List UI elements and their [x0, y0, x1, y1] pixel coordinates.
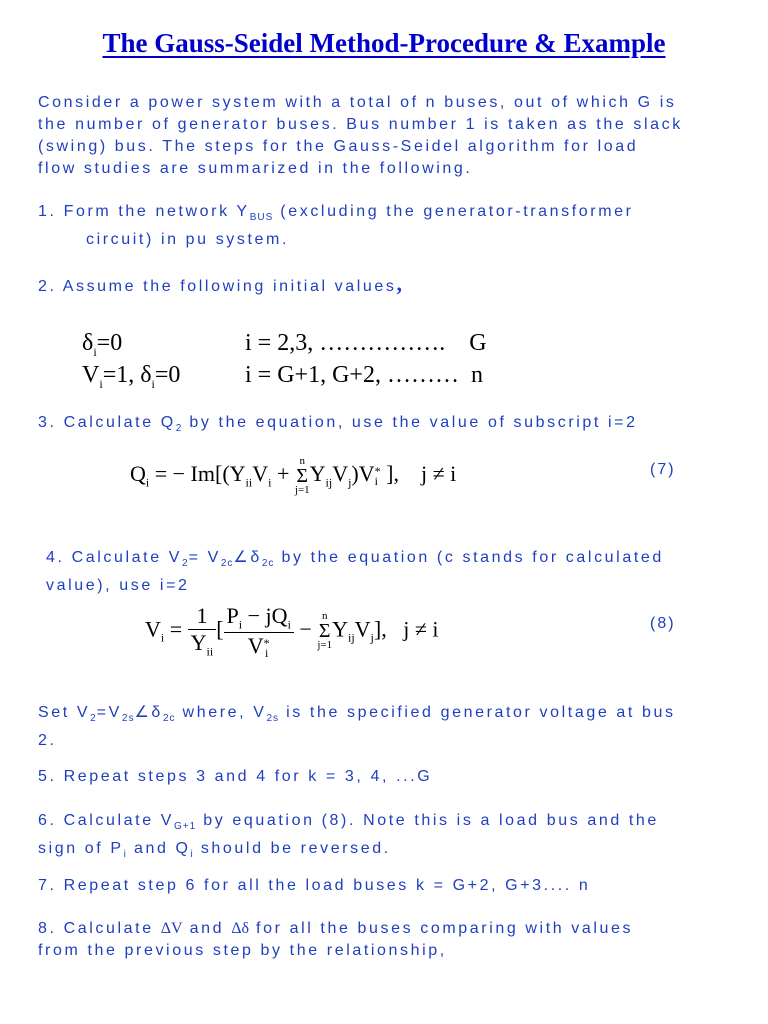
step-8-text-c: for all the buses comparing with values: [249, 920, 634, 937]
step-2: [38, 273, 405, 298]
eq8-f1-den-sub: ii: [206, 644, 214, 659]
step-6-text-b: by equation (8). Note this is a load bus and the: [196, 812, 659, 829]
eq8-v2-sub: j: [370, 630, 374, 645]
init-delta-value: =0: [96, 330, 123, 356]
step-3-text-a: 3. Calculate Q: [38, 414, 176, 431]
init-delta-value-2: =0: [154, 362, 181, 388]
eq7-v1: V: [252, 461, 269, 487]
eq7-v2: V: [332, 461, 349, 487]
step-4: [46, 547, 664, 597]
eq8-minus: −: [293, 616, 318, 642]
step-6-line-2b: and Q: [126, 840, 191, 858]
set-angle: ∠δ: [134, 704, 163, 721]
eq8-v-sub: i: [160, 630, 165, 645]
step-6: [38, 810, 659, 866]
eq8-fraction-1: [188, 603, 217, 659]
eq7-end: ], j ≠ i: [380, 461, 457, 487]
init-delta: δ: [82, 330, 94, 356]
intro-paragraph: [38, 92, 683, 180]
set-text-b: =V: [96, 704, 122, 721]
set-step: [38, 702, 676, 752]
set-sub-1: 2: [90, 713, 97, 725]
step-8-delta-v: ΔV: [160, 920, 183, 937]
init-v-sub: i: [99, 376, 103, 391]
step-2-text: 2. Assume the following initial values: [38, 278, 397, 295]
step-3-text-b: by the equation, use the value of subscript i=2: [182, 414, 638, 431]
eq8-jq: − jQ: [242, 603, 288, 628]
eq7-v1-sub: i: [268, 475, 272, 490]
eq8-q-sub: i: [287, 617, 291, 632]
step-3: [38, 412, 638, 440]
set-text-d: where, V: [175, 704, 267, 721]
eq8-f2-numerator: [224, 603, 294, 633]
eq8-end: ], j ≠ i: [373, 616, 439, 642]
eq8-p-sub: i: [238, 617, 243, 632]
step-8-line-2: from the previous step by the relationship,: [38, 942, 447, 959]
step-8: [38, 918, 633, 962]
step-8-text-b: and: [182, 920, 232, 937]
eq8-sum-bottom: j=1: [317, 639, 333, 652]
init-row-2: [82, 362, 180, 392]
step-5: 5. Repeat steps 3 and 4 for k = 3, 4, ...G: [38, 768, 433, 785]
eq7-q-sub: i: [145, 475, 150, 490]
step-1-text-a: 1. Form the network Y: [38, 203, 250, 220]
eq8-y-sub: ij: [347, 630, 355, 645]
equation-7-number: (7): [650, 461, 676, 478]
set-text-e: is the specified generator voltage at bus: [279, 704, 676, 721]
init-v-mid: =1, δ: [102, 362, 152, 388]
set-text-a: Set V: [38, 704, 91, 721]
set-line-2: 2.: [38, 732, 57, 750]
step-1: [38, 201, 634, 251]
eq8-f2-den-sub: i: [265, 646, 269, 661]
page-title: The Gauss-Seidel Method-Procedure & Example: [102, 28, 666, 58]
set-sub-2: 2s: [121, 713, 135, 725]
step-7: 7. Repeat step 6 for all the load buses k = G+2, G+3.... n: [38, 877, 591, 894]
eq7-v2-sub: j: [348, 475, 352, 490]
eq7-v3-sub: i: [374, 474, 378, 488]
set-sub-4: 2s: [266, 713, 280, 725]
eq7-sum: [295, 456, 310, 496]
eq8-f2-den-v: V: [247, 633, 264, 659]
intro-line-2: the number of generator buses. Bus number 1 is taken as the slack: [38, 116, 683, 133]
eq7-y: Y: [309, 461, 326, 487]
eq8-f1-denominator: [188, 630, 217, 659]
step-8-delta-delta: Δδ: [231, 920, 250, 937]
step-2-comma: ,: [396, 271, 405, 296]
step-4-sub-1: 2: [182, 558, 189, 570]
step-8-text-a: 8. Calculate: [38, 920, 161, 937]
init-row-1-range: i = 2,3, ……………. G: [245, 330, 487, 356]
step-4-text-a: 4. Calculate V: [46, 549, 183, 566]
step-6-sub: G+1: [174, 821, 197, 833]
eq8-v: V: [145, 616, 161, 642]
eq7-plus: +: [271, 461, 295, 487]
step-3-sub: 2: [175, 423, 183, 435]
init-delta-sub-2: i: [151, 376, 155, 391]
eq7-y-sub: ij: [325, 475, 333, 490]
eq8-sum-top: n: [321, 610, 328, 623]
step-4-text-b: = V: [188, 549, 221, 566]
step-4-sub-2: 2c: [220, 558, 234, 570]
eq8-equals: =: [164, 616, 188, 642]
step-4-text-d: by the equation (c stands for calculated: [274, 549, 664, 566]
eq7-yii-sub: ii: [245, 475, 253, 490]
intro-line-4: flow studies are summarized in the following.: [38, 160, 473, 177]
step-1-text-b: (excluding the generator-transformer: [273, 203, 634, 220]
eq8-sum: [317, 611, 332, 651]
equation-8-number: (8): [650, 615, 676, 632]
eq8-f1-den-y: Y: [190, 630, 207, 655]
eq7-im: = − Im[(Y: [149, 461, 246, 487]
eq8-conj: *: [263, 636, 270, 651]
set-sub-3: 2c: [162, 713, 176, 725]
eq7-q: Q: [130, 461, 146, 487]
eq8-p: P: [226, 603, 239, 628]
init-row-1: [82, 330, 122, 360]
step-4-sub-3: 2c: [261, 558, 275, 570]
step-6-sub-p: i: [123, 849, 127, 861]
equation-8: [145, 603, 439, 659]
eq8-v2: V: [354, 616, 371, 642]
step-1-sub: BUS: [249, 212, 274, 224]
init-delta-sub: i: [93, 344, 97, 359]
init-row-2-range: i = G+1, G+2, ……… n: [245, 362, 483, 388]
eq7-sum-top: n: [299, 455, 305, 467]
eq8-f2-denominator: [224, 633, 294, 659]
eq8-y: Y: [332, 616, 348, 642]
eq7-close: )V: [351, 461, 375, 487]
eq8-f1-numerator: 1: [188, 603, 217, 630]
intro-line-3: (swing) bus. The steps for the Gauss-Seidel algorithm for load: [38, 138, 639, 155]
step-6-sub-q: i: [190, 849, 194, 861]
eq7-sum-bottom: j=1: [294, 484, 310, 496]
step-6-line-2c: should be reversed.: [193, 840, 391, 858]
eq8-bracket: [: [216, 616, 224, 642]
eq8-fraction-2: [224, 603, 294, 659]
step-4-line-2: value), use i=2: [46, 577, 190, 595]
equation-7: [130, 456, 456, 496]
step-4-angle: ∠δ: [233, 549, 262, 566]
step-1-line-2: circuit) in pu system.: [86, 231, 290, 249]
eq7-sum-sign: Σ: [296, 465, 309, 487]
eq7-conj: *: [374, 464, 381, 478]
step-6-line-2a: sign of P: [38, 840, 124, 858]
intro-line-1: Consider a power system with a total of n buses, out of which G is: [38, 94, 677, 111]
eq8-sum-sign: Σ: [318, 620, 331, 643]
step-6-text-a: 6. Calculate V: [38, 812, 175, 829]
init-v: V: [82, 362, 100, 388]
